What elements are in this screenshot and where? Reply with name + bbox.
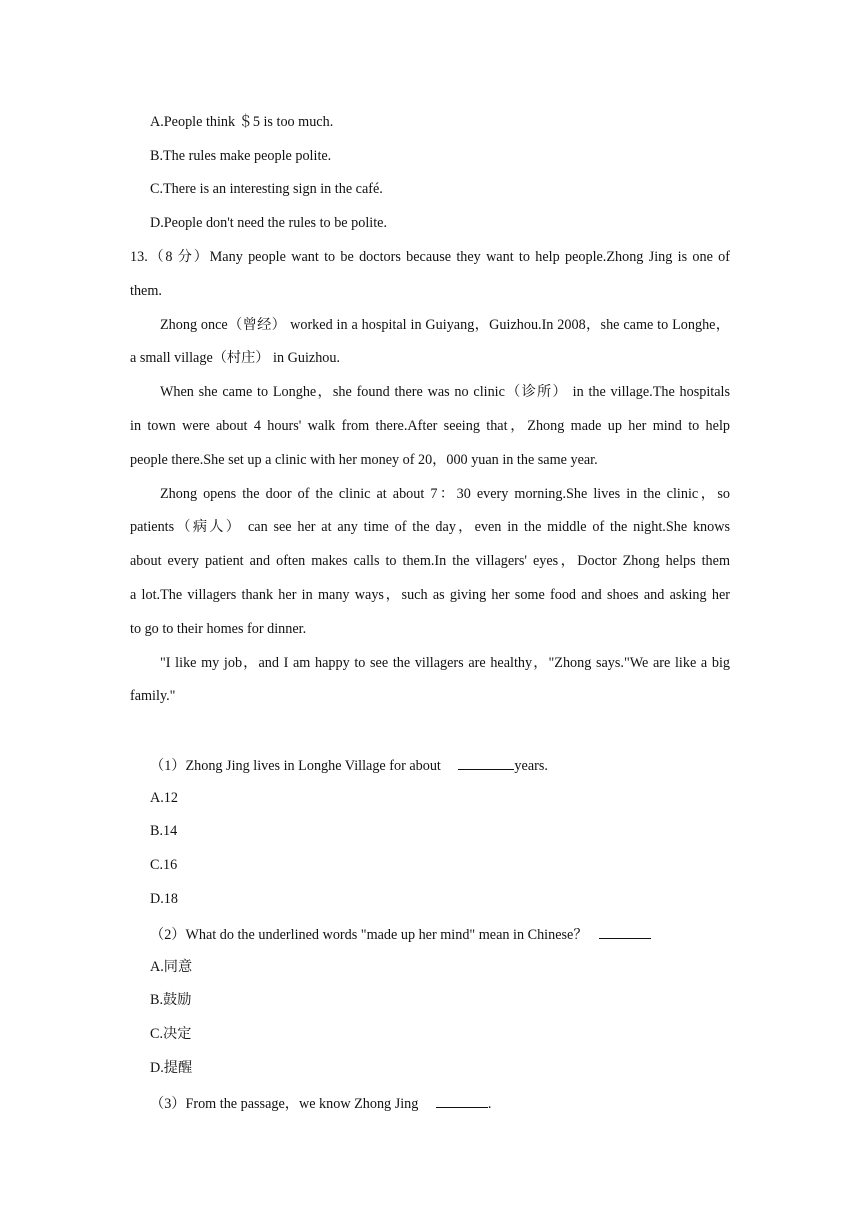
question-3-suffix: . [487, 1096, 492, 1112]
q13-2-option-a: A.同意 [150, 959, 193, 975]
q12-option-b: B.The rules make people polite. [150, 148, 332, 164]
passage-line: to go to their homes for dinner. [130, 621, 307, 637]
q13-2-option-d: D.提醒 [150, 1060, 193, 1076]
q12-option-c: C.There is an interesting sign in the café. [150, 181, 383, 197]
question-3-text: （3）From the passage，we know Zhong Jing [150, 1096, 419, 1112]
q13-question-2 [150, 923, 651, 945]
question-2-text: （2）What do the underlined words "made up her mind" mean in Chinese？ [150, 927, 588, 943]
passage-line: a lot.The villagers thank her in many ways，such as giving her some food and shoes and asking her [130, 587, 730, 603]
passage-line: "I like my job，and I am happy to see the villagers are healthy，"Zhong says."We are like a big [160, 655, 730, 671]
q12-option-a: A.People think ＄5 is too much. [150, 114, 334, 130]
question-1-text: （1）Zhong Jing lives in Longhe Village for about [150, 758, 441, 774]
q13-question-1 [150, 754, 548, 776]
answer-blank-3[interactable] [436, 1092, 488, 1108]
passage-line: family." [130, 688, 176, 704]
passage-line: Zhong opens the door of the clinic at about 7：30 every morning.She lives in the clinic，so [160, 486, 730, 502]
passage-line: When she came to Longhe，she found there was no clinic（诊所） in the village.The hospitals [160, 384, 730, 400]
question-1-suffix: years. [514, 758, 548, 774]
q13-1-option-c: C.16 [150, 857, 178, 873]
answer-blank-2[interactable] [599, 923, 651, 939]
passage-line: in town were about 4 hours' walk from there.After seeing that，Zhong made up her mind to help [130, 418, 730, 434]
q13-2-option-b: B.鼓励 [150, 992, 192, 1008]
passage-line: a small village（村庄） in Guizhou. [130, 350, 341, 366]
q13-1-option-a: A.12 [150, 790, 178, 806]
q13-1-option-d: D.18 [150, 891, 178, 907]
passage-line: patients（病人） can see her at any time of the day，even in the middle of the night.She knows [130, 519, 730, 535]
passage-line: about every patient and often makes calls to them.In the villagers' eyes，Doctor Zhong helps them [130, 553, 730, 569]
q13-1-option-b: B.14 [150, 823, 178, 839]
q12-option-d: D.People don't need the rules to be polite. [150, 215, 387, 231]
passage-line: Zhong once（曾经） worked in a hospital in Guiyang，Guizhou.In 2008，she came to Longhe， [160, 317, 730, 333]
q13-intro-line-1: 13.（8 分）Many people want to be doctors because they want to help people.Zhong Jing is one of [130, 249, 730, 265]
q13-question-3 [150, 1092, 491, 1114]
answer-blank-1[interactable] [458, 754, 514, 770]
q13-2-option-c: C.决定 [150, 1026, 192, 1042]
q13-intro-line-2: them. [130, 283, 162, 299]
passage-line: people there.She set up a clinic with her money of 20，000 yuan in the same year. [130, 452, 598, 468]
